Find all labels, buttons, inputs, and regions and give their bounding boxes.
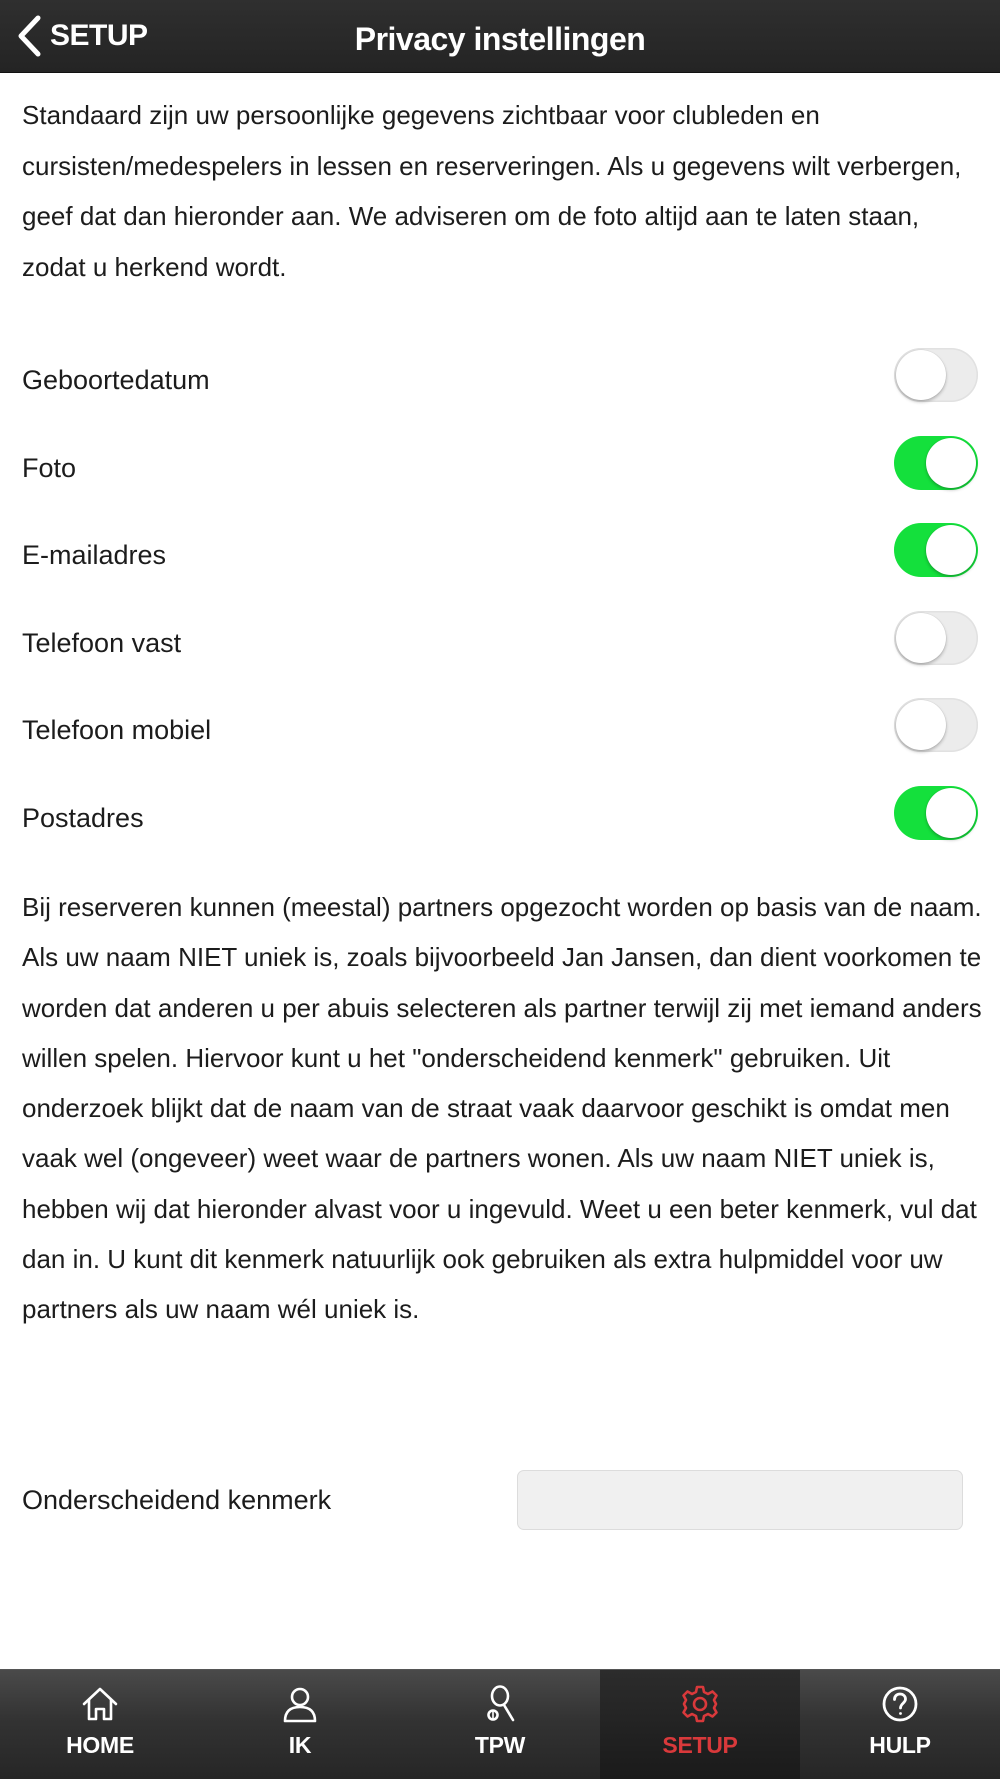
toggle-switch-telefoon-vast[interactable] [894,611,978,665]
toggle-label: Foto [22,452,77,483]
bottom-tab-bar [0,1669,1000,1779]
toggle-row-e-mailadres [0,513,1000,601]
racket-ball-icon [480,1684,520,1724]
toggle-label: Geboortedatum [22,365,210,395]
home-icon [80,1684,120,1724]
partner-explanation-text: Bij reserveren kunnen (meestal) partners opgezocht worden op basis van de naam. Als uw naam NIET uniek is, zoals bijvoorbeeld Jan Jansen, dan dient voorkomen te worden dat anderen u per abuis selecteren als partner terwijl zij met iemand anders willen spelen. Hiervoor kunt u het "onderscheidend kenmerk" gebruiken. Uit onderzoek blijkt dat de naam van de straat vaak daarvoor geschikt is omdat men vaak wel (ongeveer) weet waar de partners wonen. Als uw naam NIET uniek is, hebben wij dat hieronder alvast voor u ingevuld. Weet u een beter kenmerk, vul dat dan in. U kunt dit kenmerk natuurlijk ook gebruiken als extra hulpmiddel voor uw partners als uw naam wél uniek is. [22,892,982,1325]
back-button-label: SETUP [50,19,148,52]
toggle-label: Postadres [22,802,144,833]
distinguishing-feature-row [0,1470,1000,1532]
toggle-row-geboortedatum [0,338,1000,426]
page-title: Privacy instellingen [354,21,646,57]
distinguishing-feature-label: Onderscheidend kenmerk [22,1485,332,1515]
toggle-switch-geboortedatum[interactable] [894,348,978,402]
toggle-row-postadres [0,776,1000,864]
person-icon [280,1684,320,1724]
tab-home[interactable] [0,1670,200,1779]
tab-label: TPW [474,1732,526,1758]
toggle-switch-postadres[interactable] [894,786,978,840]
tab-label: HULP [869,1732,931,1758]
distinguishing-feature-input[interactable] [517,1470,963,1530]
switch-knob [896,613,946,663]
switch-knob [896,350,946,400]
switch-knob [896,700,946,750]
toggle-label: Telefoon mobiel [22,715,212,745]
top-bar [0,0,1000,73]
toggle-row-foto [0,426,1000,514]
toggle-switch-e-mailadres[interactable] [894,523,978,577]
gear-icon [680,1684,720,1724]
toggle-switch-telefoon-mobiel[interactable] [894,698,978,752]
privacy-toggle-list [0,338,1000,863]
tab-label: SETUP [662,1732,738,1758]
tab-setup[interactable] [600,1670,800,1779]
toggle-switch-foto[interactable] [894,436,978,490]
intro-text: Standaard zijn uw persoonlijke gegevens zichtbaar voor clubleden en cursisten/medespelers in lessen en reserveringen. Als u gegevens wilt verbergen, geef dat dan hieronder aan. We adviseren om de foto altijd aan te laten staan, zodat u herkend wordt. [22,100,962,282]
toggle-row-telefoon-vast [0,601,1000,689]
tab-ik[interactable] [200,1670,400,1779]
switch-knob [926,525,976,575]
tab-tpw[interactable] [400,1670,600,1779]
tab-label: HOME [66,1732,134,1758]
toggle-row-telefoon-mobiel [0,688,1000,776]
toggle-label: E-mailadres [22,540,167,570]
help-icon [880,1684,920,1724]
toggle-label: Telefoon vast [22,627,182,658]
tab-label: IK [288,1732,312,1758]
tab-hulp[interactable] [800,1670,1000,1779]
switch-knob [926,788,976,838]
switch-knob [926,438,976,488]
